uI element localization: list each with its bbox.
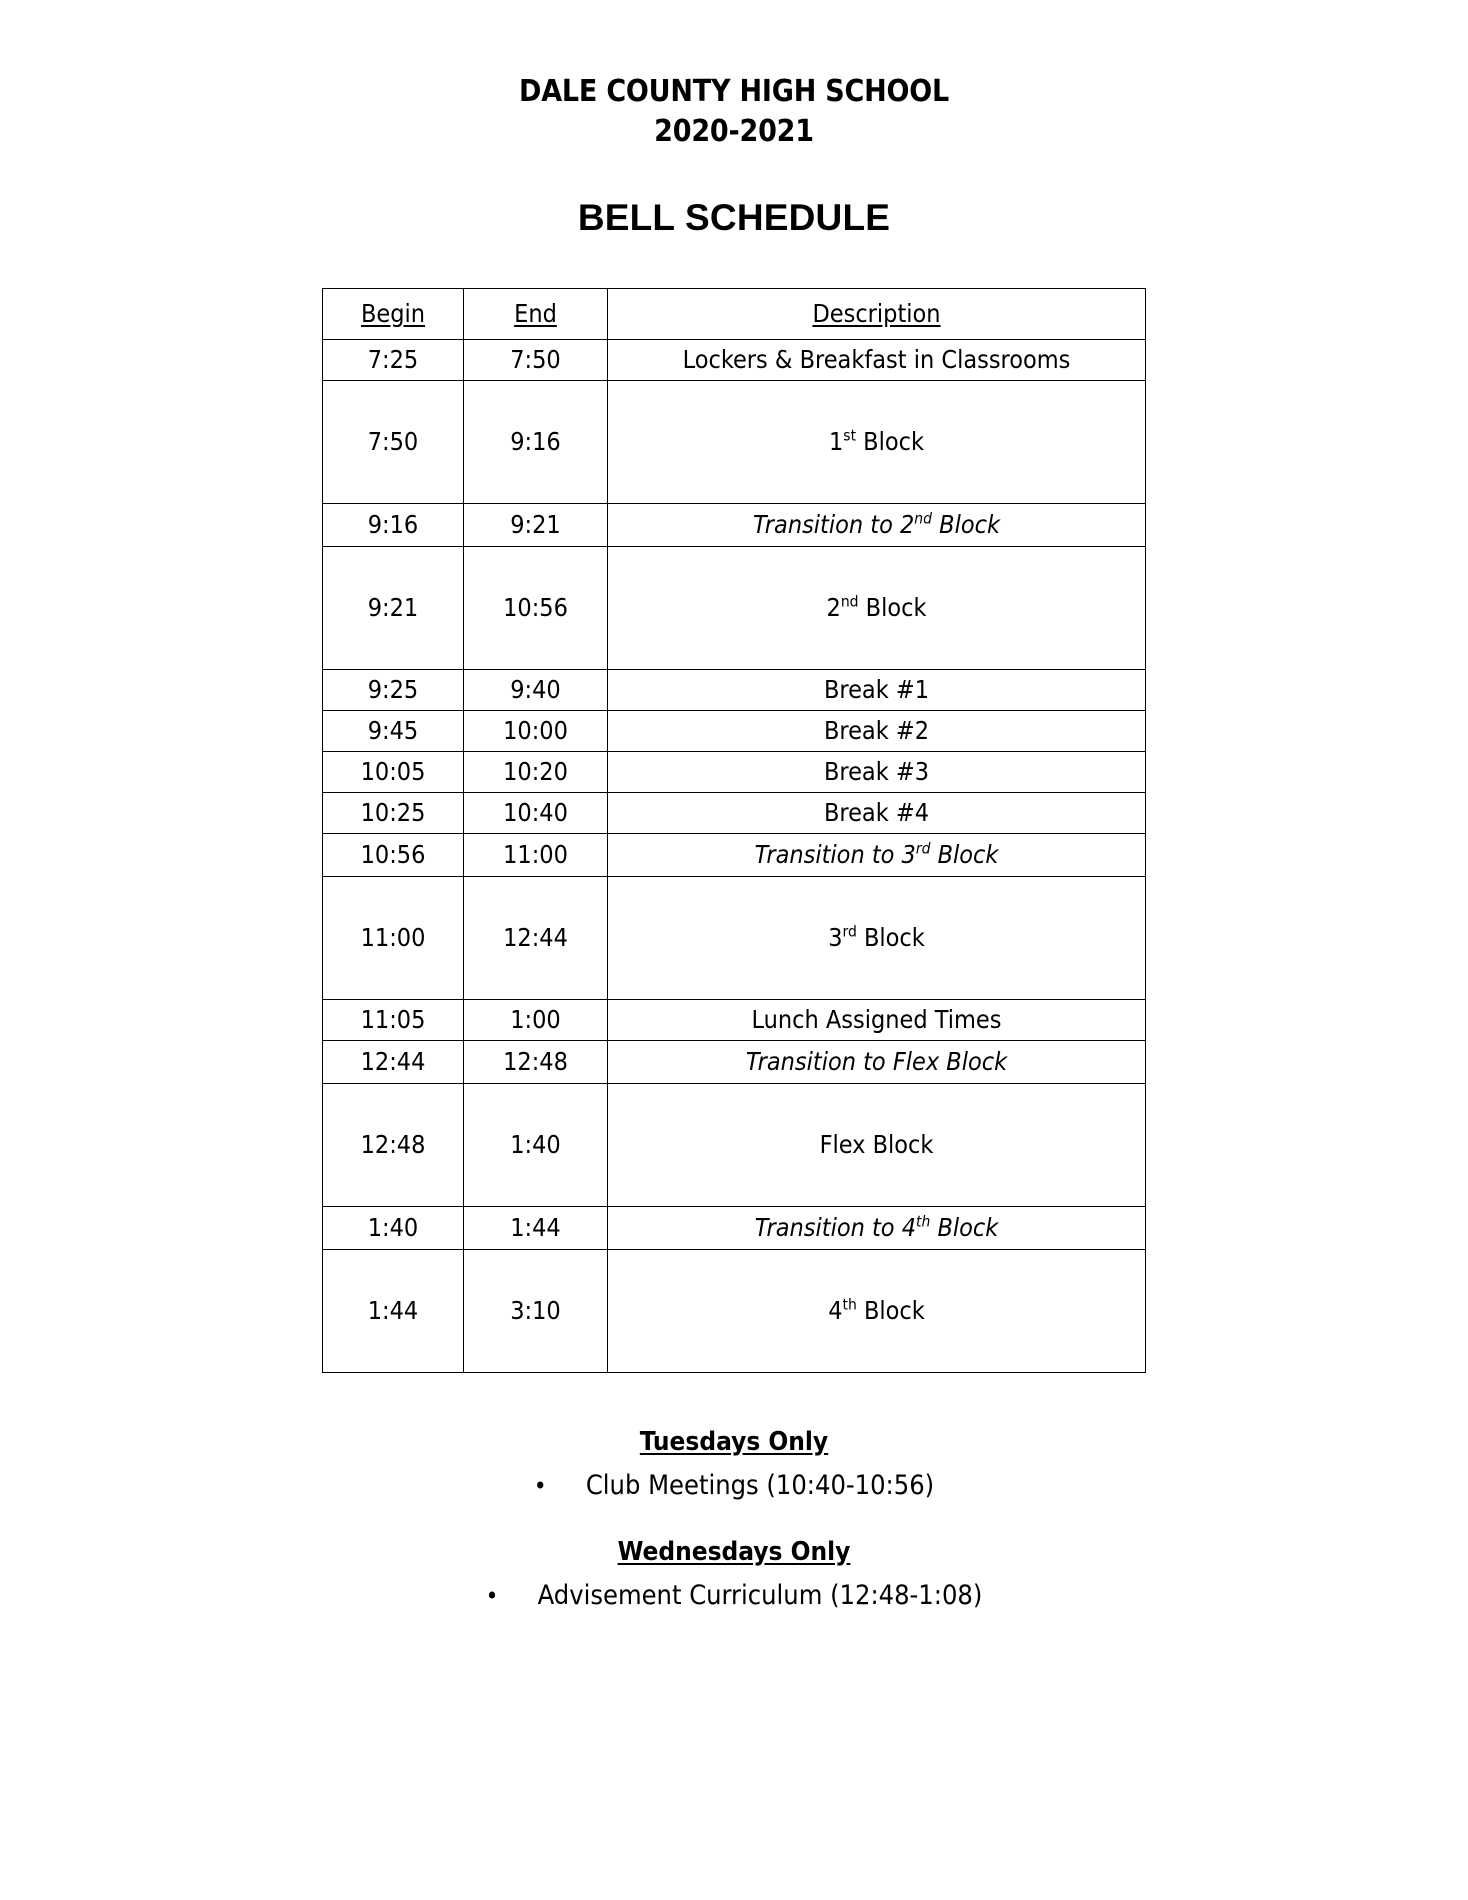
cell-description [608, 504, 1146, 547]
column-header-end [464, 289, 608, 340]
description-text: Lockers & Breakfast in Classrooms [682, 345, 1071, 374]
cell-description [608, 381, 1146, 504]
description-text: 2 [826, 593, 841, 622]
column-header-description [608, 289, 1146, 340]
cell-end-time: 3:10 [464, 1250, 608, 1373]
cell-begin-time: 9:45 [323, 711, 464, 752]
table-row [323, 1041, 1146, 1084]
description-text: Break #4 [823, 798, 930, 827]
cell-end-time: 12:48 [464, 1041, 608, 1084]
cell-end-time: 7:50 [464, 340, 608, 381]
column-header-description-label: Description [812, 299, 941, 328]
cell-begin-time: 9:16 [323, 504, 464, 547]
column-header-end-label: End [514, 299, 557, 328]
cell-begin-time: 7:50 [323, 381, 464, 504]
cell-description [608, 752, 1146, 793]
table-row [323, 670, 1146, 711]
list-item-label: Club Meetings (10:40-10:56) [585, 1470, 935, 1501]
cell-end-time: 9:21 [464, 504, 608, 547]
school-year: 2020-2021 [654, 114, 814, 149]
note-group-heading: Wednesdays Only [617, 1537, 851, 1567]
description-text: Transition to Flex Block [745, 1047, 1008, 1076]
table-row [323, 752, 1146, 793]
description-text: Break #3 [823, 757, 930, 786]
cell-description [608, 834, 1146, 877]
description-text-suffix: Block [932, 510, 1000, 539]
description-text-suffix: Block [856, 427, 924, 456]
document-header [0, 0, 1468, 240]
description-text: 1 [828, 427, 844, 456]
cell-description [608, 547, 1146, 670]
description-text: Break #2 [823, 716, 930, 745]
cell-description [608, 877, 1146, 1000]
list-item [0, 1467, 1468, 1505]
description-text-suffix: Block [856, 1296, 925, 1325]
note-group-heading: Tuesdays Only [639, 1427, 829, 1457]
ordinal-suffix: nd [840, 592, 859, 611]
cell-begin-time: 1:40 [323, 1207, 464, 1250]
table-row [323, 834, 1146, 877]
note-list [0, 1577, 1468, 1615]
schedule-notes [0, 1425, 1468, 1615]
description-text: Break #1 [823, 675, 930, 704]
table-row [323, 340, 1146, 381]
list-item [0, 1577, 1468, 1615]
cell-end-time: 9:40 [464, 670, 608, 711]
cell-description [608, 1000, 1146, 1041]
cell-begin-time: 7:25 [323, 340, 464, 381]
cell-description [608, 1041, 1146, 1084]
cell-begin-time: 10:25 [323, 793, 464, 834]
cell-description [608, 340, 1146, 381]
table-row [323, 1207, 1146, 1250]
ordinal-suffix: rd [842, 922, 857, 941]
description-text-suffix: Block [930, 840, 999, 869]
description-text: 3 [828, 923, 843, 952]
table-body [323, 340, 1146, 1373]
column-header-begin-label: Begin [360, 299, 426, 328]
table-row [323, 504, 1146, 547]
bell-schedule-table-container [0, 288, 1468, 1373]
cell-description [608, 1207, 1146, 1250]
table-row [323, 1000, 1146, 1041]
column-header-begin [323, 289, 464, 340]
table-row [323, 793, 1146, 834]
cell-description [608, 1084, 1146, 1207]
cell-begin-time: 12:48 [323, 1084, 464, 1207]
table-row [323, 547, 1146, 670]
cell-begin-time: 9:25 [323, 670, 464, 711]
bullet-icon: • [485, 1582, 499, 1610]
note-group [0, 1535, 1468, 1615]
cell-end-time: 12:44 [464, 877, 608, 1000]
table-header-row [323, 289, 1146, 340]
description-text: Lunch Assigned Times [751, 1005, 1002, 1034]
description-text-suffix: Block [858, 593, 927, 622]
cell-begin-time: 10:56 [323, 834, 464, 877]
table-header [323, 289, 1146, 340]
cell-end-time: 10:40 [464, 793, 608, 834]
note-list [0, 1467, 1468, 1505]
cell-end-time: 10:00 [464, 711, 608, 752]
cell-description [608, 793, 1146, 834]
cell-description [608, 711, 1146, 752]
ordinal-suffix: th [916, 1212, 931, 1231]
bullet-icon: • [533, 1472, 547, 1500]
cell-end-time: 9:16 [464, 381, 608, 504]
cell-description [608, 670, 1146, 711]
ordinal-suffix: nd [914, 509, 932, 528]
school-name: DALE COUNTY HIGH SCHOOL [519, 74, 949, 109]
cell-end-time: 11:00 [464, 834, 608, 877]
description-text: 4 [828, 1296, 843, 1325]
ordinal-suffix: rd [915, 839, 931, 858]
cell-begin-time: 10:05 [323, 752, 464, 793]
description-text: Transition to 4 [754, 1213, 916, 1242]
table-row [323, 1250, 1146, 1373]
description-text: Transition to 3 [754, 840, 916, 869]
cell-begin-time: 9:21 [323, 547, 464, 670]
cell-end-time: 1:00 [464, 1000, 608, 1041]
list-item-label: Advisement Curriculum (12:48-1:08) [537, 1580, 983, 1611]
cell-end-time: 10:20 [464, 752, 608, 793]
cell-description [608, 1250, 1146, 1373]
description-text: Transition to 2 [753, 510, 915, 539]
cell-begin-time: 11:00 [323, 877, 464, 1000]
bell-schedule-table [322, 288, 1146, 1373]
cell-end-time: 1:44 [464, 1207, 608, 1250]
table-row [323, 711, 1146, 752]
table-row [323, 1084, 1146, 1207]
table-row [323, 381, 1146, 504]
cell-begin-time: 12:44 [323, 1041, 464, 1084]
description-text-suffix: Block [930, 1213, 999, 1242]
ordinal-suffix: st [843, 426, 857, 445]
ordinal-suffix: th [842, 1295, 857, 1314]
description-text-suffix: Block [856, 923, 925, 952]
cell-begin-time: 1:44 [323, 1250, 464, 1373]
cell-end-time: 1:40 [464, 1084, 608, 1207]
table-row [323, 877, 1146, 1000]
description-text: Flex Block [819, 1130, 934, 1159]
note-group [0, 1425, 1468, 1505]
page-title: BELL SCHEDULE [577, 197, 891, 238]
cell-end-time: 10:56 [464, 547, 608, 670]
cell-begin-time: 11:05 [323, 1000, 464, 1041]
